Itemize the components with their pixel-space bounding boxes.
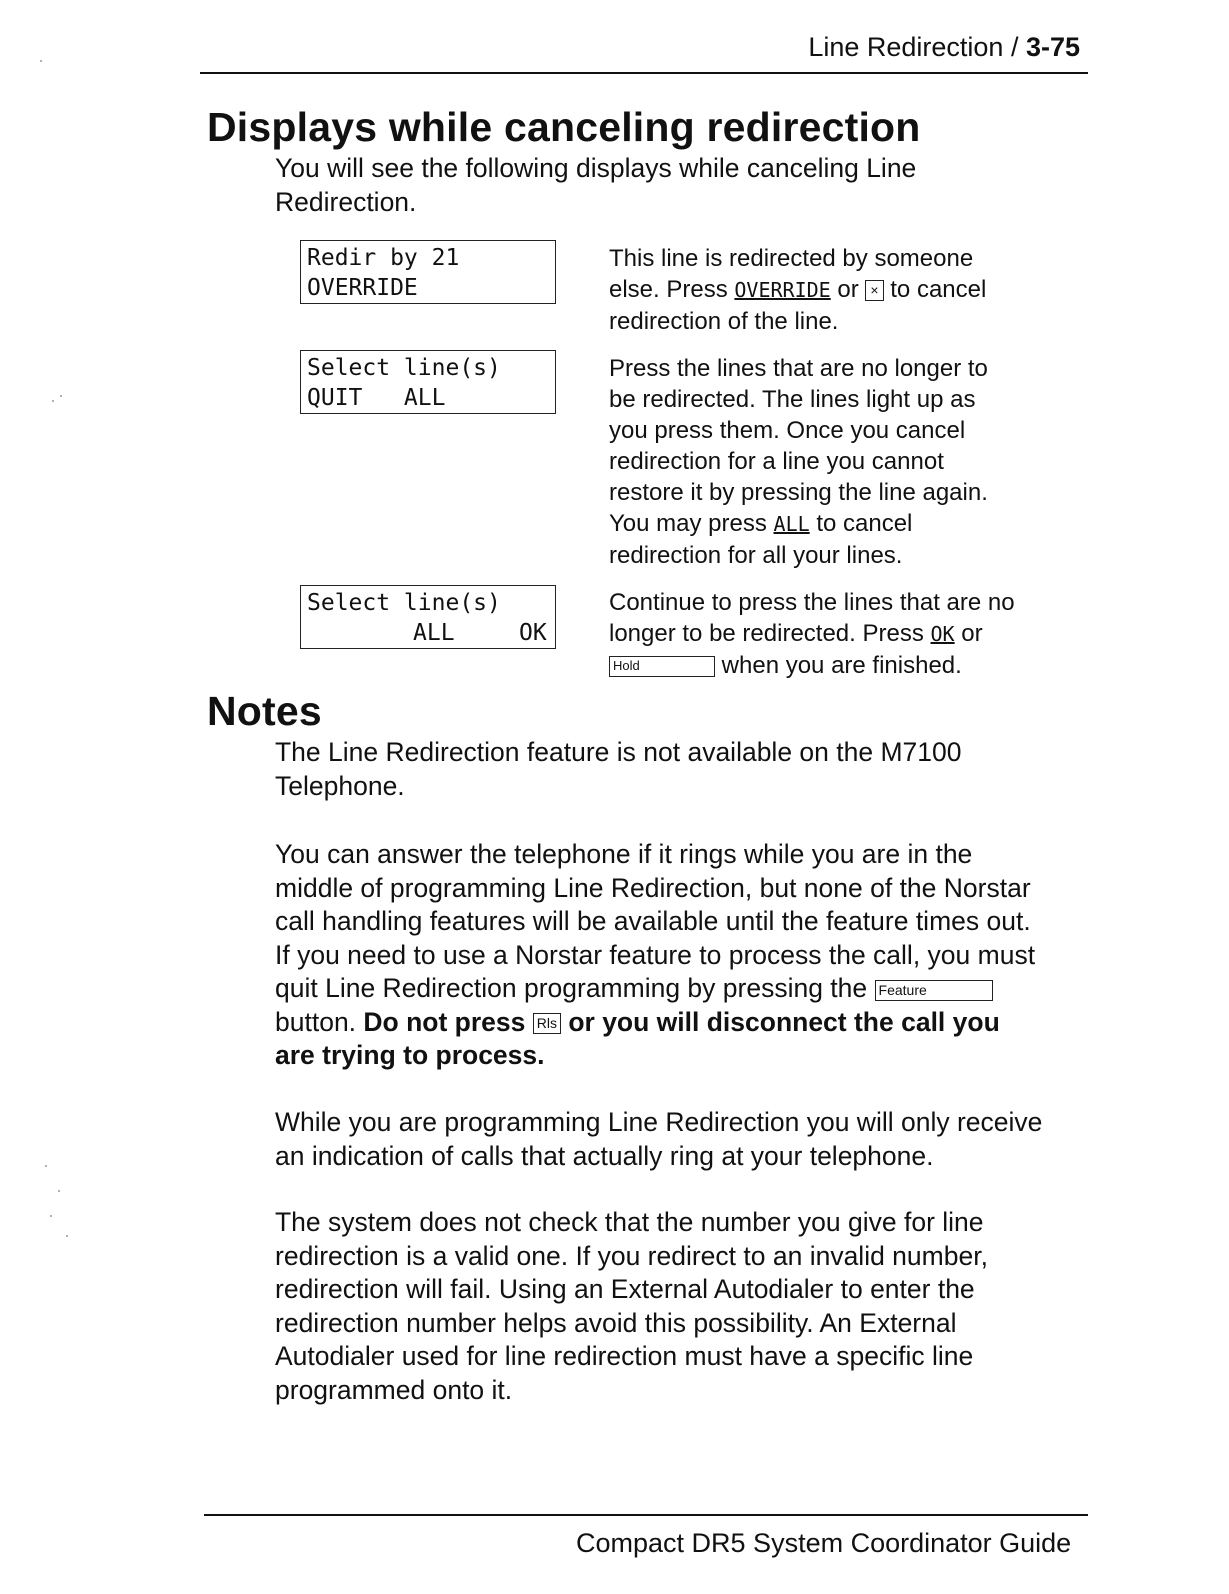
page-number: 3-75 (1025, 32, 1080, 62)
cancel-key-icon: × (865, 280, 883, 301)
desc-line: redirection of the line. (609, 308, 839, 335)
desc-line: be redirected. The lines light up as (609, 386, 976, 413)
warning-text: or you will disconnect the call you (560, 1006, 1000, 1037)
lcd-line-1: Select line(s) (307, 355, 501, 381)
lcd-display-redir (300, 240, 556, 304)
note-line: redirection is a valid one. If you redirect to an invalid number, (275, 1240, 988, 1271)
desc-line: restore it by pressing the line again. (609, 479, 988, 506)
note-line: an indication of calls that actually ring at your telephone. (275, 1140, 934, 1171)
desc-text: or (830, 276, 866, 303)
warning-text: Do not press (363, 1006, 533, 1037)
note-paragraph-3 (275, 1106, 1042, 1173)
all-softkey-ref: ALL (773, 512, 810, 536)
notes-title: Notes (207, 688, 322, 734)
display-description (609, 587, 1069, 681)
note-line: The Line Redirection feature is not available on the M7100 (275, 737, 962, 767)
desc-text: You may press (609, 510, 774, 537)
intro-line: Redirection. (275, 186, 417, 217)
scan-speck (50, 1215, 52, 1217)
override-softkey-ref: OVERRIDE (734, 278, 831, 302)
intro-line: You will see the following displays while canceling Line (275, 153, 917, 183)
rls-key-icon: Rls (533, 1013, 561, 1034)
note-line: Autodialer used for line redirection must have a specific line (275, 1341, 974, 1371)
note-line: redirection number helps avoid this possibility. An External (275, 1307, 957, 1338)
scan-speck (45, 1165, 47, 1167)
feature-key-icon: Feature (875, 980, 993, 1001)
desc-text: else. Press (609, 276, 735, 303)
note-text: button. (275, 1006, 364, 1037)
desc-line: This line is redirected by someone (609, 245, 974, 272)
desc-line: redirection for all your lines. (609, 542, 903, 569)
note-line: You can answer the telephone if it rings while you are in the (275, 839, 973, 869)
note-line: The system does not check that the number you give for line (275, 1207, 984, 1237)
note-line: middle of programming Line Redirection, but none of the Norstar (275, 872, 1031, 903)
lcd-softkey-ok[interactable]: OK (519, 620, 547, 646)
desc-text: or (954, 620, 983, 647)
display-description (609, 353, 1069, 571)
note-line: Telephone. (275, 770, 405, 801)
lcd-line-1: Select line(s) (307, 590, 501, 616)
desc-text: longer to be redirected. Press (609, 620, 931, 647)
desc-text: to cancel (883, 276, 987, 303)
hold-key-icon: Hold (609, 656, 715, 677)
warning-text: are trying to process. (275, 1040, 545, 1070)
note-text: quit Line Redirection programming by pressing the (275, 973, 875, 1003)
lcd-display-select-lines (300, 350, 556, 414)
scan-speck (52, 400, 54, 402)
lcd-display-select-lines-ok (300, 585, 556, 649)
scan-speck (66, 1235, 68, 1237)
lcd-line-1: Redir by 21 (307, 245, 460, 271)
desc-line: Continue to press the lines that are no (609, 589, 1015, 616)
desc-line: redirection for a line you cannot (609, 448, 944, 475)
footer-title: Compact DR5 System Coordinator Guide (576, 1528, 1072, 1558)
desc-line: you press them. Once you cancel (609, 417, 966, 444)
note-line: If you need to use a Norstar feature to process the call, you must (275, 939, 1036, 970)
header-section: Line Redirection / (808, 32, 1026, 62)
section-intro (275, 152, 916, 219)
note-line: programmed onto it. (275, 1374, 513, 1405)
note-line: call handling features will be available until the feature times out. (275, 906, 1031, 936)
scan-speck (60, 395, 62, 397)
note-paragraph-2 (275, 838, 1035, 1073)
page-header (200, 30, 1088, 74)
desc-text: to cancel (809, 510, 913, 537)
ok-softkey-ref: OK (930, 622, 955, 646)
note-paragraph-4 (275, 1206, 988, 1407)
lcd-softkey-override[interactable]: OVERRIDE (307, 275, 418, 301)
desc-text: when you are finished. (715, 652, 962, 679)
scan-speck (58, 1190, 60, 1192)
note-line: redirection will fail. Using an External Autodialer to enter the (275, 1274, 975, 1304)
display-description (609, 243, 1069, 337)
section-title: Displays while canceling redirection (207, 104, 921, 150)
lcd-softkeys-quit-all[interactable]: QUIT ALL (307, 385, 446, 411)
scan-speck (40, 60, 42, 62)
note-paragraph-1 (275, 736, 962, 803)
header-text (808, 32, 1080, 63)
desc-line: Press the lines that are no longer to (609, 355, 988, 382)
footer-rule (204, 1514, 1088, 1516)
lcd-softkey-all[interactable]: ALL (413, 620, 455, 646)
note-line: While you are programming Line Redirection you will only receive (275, 1107, 1043, 1137)
